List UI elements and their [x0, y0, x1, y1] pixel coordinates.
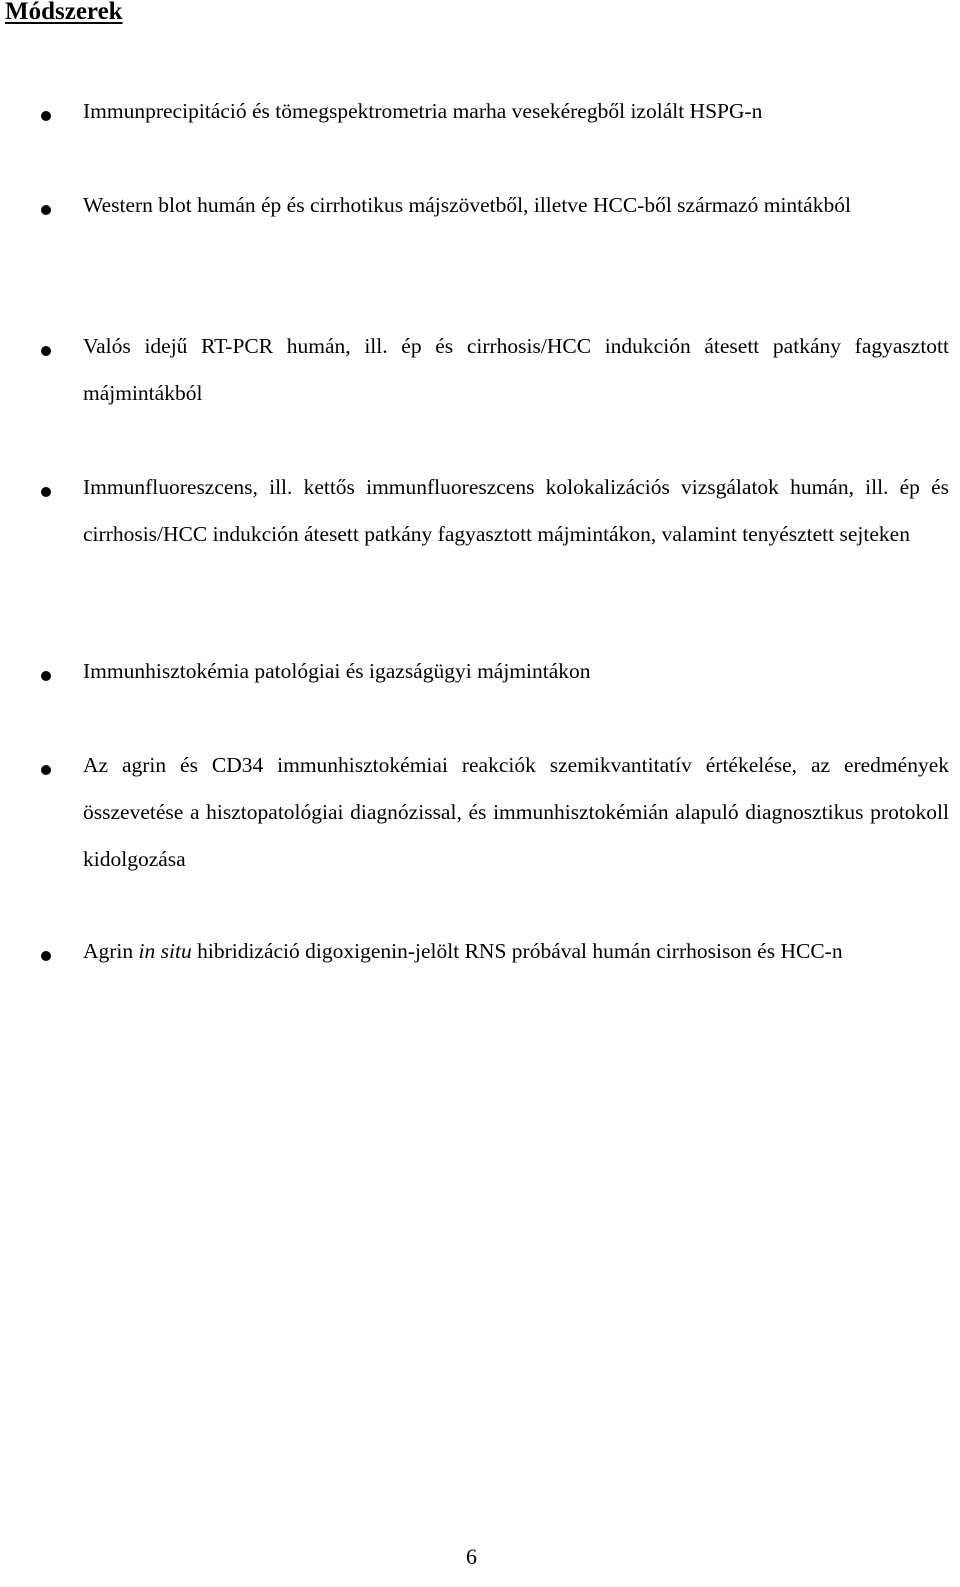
method-text: Immunprecipitáció és tömegspektrometria marha vesekéregből izolált HSPG-n	[83, 99, 763, 123]
bullet-icon	[41, 671, 51, 681]
method-text: Valós idejű RT-PCR humán, ill. ép és cirrhosis/HCC indukción átesett patkány fagyasztott májmintákból	[83, 334, 949, 405]
bullet-icon	[41, 111, 51, 121]
bullet-icon	[41, 951, 51, 961]
bullet-icon	[41, 205, 51, 215]
page-number: 6	[466, 1544, 477, 1569]
method-text: Western blot humán ép és cirrhotikus májszövetből, illetve HCC-ből származó mintákból	[83, 193, 851, 217]
bullet-icon	[41, 346, 51, 356]
method-text: Immunfluoreszcens, ill. kettős immunfluoreszcens kolokalizációs vizsgálatok humán, ill. ép és cirrhosis/HCC indukción átesett patkány fagyasztott májmintákon, valamint tenyésztett sejteken	[83, 475, 949, 546]
page-heading: Módszerek	[5, 0, 123, 25]
method-text-italic: in situ	[138, 939, 192, 963]
bullet-icon	[41, 765, 51, 775]
method-text-after: hibridizáció digoxigenin-jelölt RNS próbával humán cirrhosison és HCC-n	[191, 939, 843, 963]
method-text-before: Agrin	[83, 939, 139, 963]
method-text: Immunhisztokémia patológiai és igazságügyi májmintákon	[83, 659, 591, 683]
bullet-icon	[41, 487, 51, 497]
method-text: Az agrin és CD34 immunhisztokémiai reakciók szemikvantitatív értékelése, az eredmények összevetése a hisztopatológiai diagnózissal, és immunhisztokémián alapuló diagnosztikus protokoll kidolgozása	[83, 753, 949, 871]
method-text	[83, 928, 949, 975]
